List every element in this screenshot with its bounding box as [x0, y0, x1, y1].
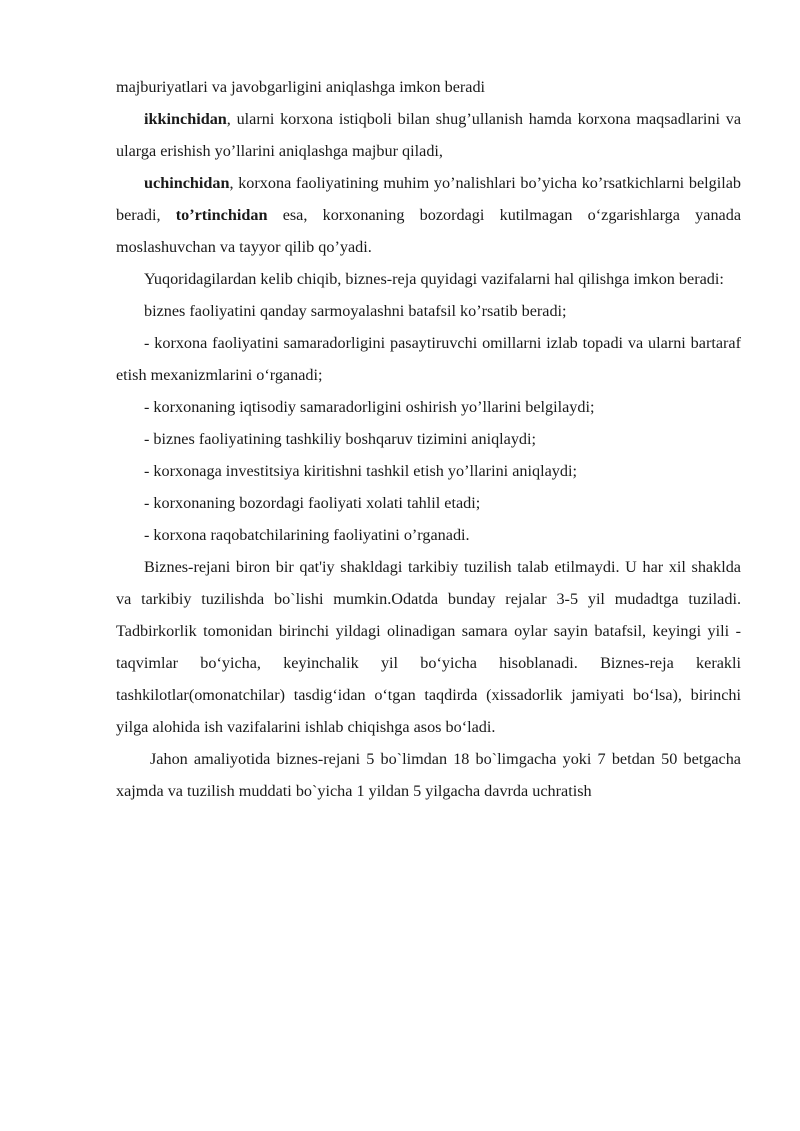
paragraph-business-plan-structure	[116, 551, 741, 743]
paragraph-intro-continuation	[116, 71, 741, 103]
paragraph-text: majburiyatlari va javobgarligini aniqlashga imkon beradi	[116, 78, 486, 96]
paragraph-text: , korxona faoliyatining muhim yo’nalishlari bo’yicha ko’rsatkichlarni belgilab beradi,	[116, 174, 741, 224]
list-item-financing	[116, 295, 741, 327]
paragraph-text: esa, korxonaning bozordagi kutilmagan o‘zgarishlarga yanada moslashuvchan va tayyor qilib qo’yadi.	[116, 206, 741, 256]
list-item-competitors	[116, 519, 741, 551]
list-item-investment	[116, 455, 741, 487]
bold-term-second: ikkinchidan	[144, 110, 227, 128]
list-item-text: - biznes faoliyatining tashkiliy boshqaruv tizimini aniqlaydi;	[144, 430, 537, 448]
paragraph-text: Yuqoridagilardan kelib chiqib, biznes-reja quyidagi vazifalarni hal qilishga imkon beradi:	[144, 270, 724, 288]
bold-term-third: uchinchidan	[144, 174, 230, 192]
document-body	[116, 71, 741, 807]
paragraph-text: , ularni korxona istiqboli bilan shug’ullanish hamda korxona maqsadlarini va ularga erishish yo’llarini aniqlashga majbur qiladi,	[116, 110, 741, 160]
list-item-text: biznes faoliyatini qanday sarmoyalashni batafsil ko’rsatib beradi;	[144, 302, 567, 320]
list-item-text: - korxonaning iqtisodiy samaradorligini oshirish yo’llarini belgilaydi;	[144, 398, 595, 416]
paragraph-world-practice	[116, 743, 741, 807]
list-item-text: - korxona faoliyatini samaradorligini pasaytiruvchi omillarni izlab topadi va ularni bartaraf etish mexanizmlarini o‘rganadi;	[116, 334, 741, 384]
paragraph-text: Jahon amaliyotida biznes-rejani 5 bo`limdan 18 bo`limgacha yoki 7 betdan 50 betgacha xajmda va tuzilish muddati bo`yicha 1 yildan 5 yilgacha davrda uchratish	[116, 750, 741, 800]
list-item-text: - korxona raqobatchilarining faoliyatini o’rganadi.	[144, 526, 470, 544]
bold-term-fourth: to’rtinchidan	[175, 206, 268, 224]
paragraph-text: Biznes-rejani biron bir qat'iy shakldagi tarkibiy tuzilish talab etilmaydi. U har xil shaklda va tarkibiy tuzilishda bo`lishi mumkin.Odatda bunday rejalar 3-5 yil mudadtga tuziladi. Tadbirkorlik tomonidan birinchi yildagi olinadigan samara oylar sayin batafsil, keyingi yili - taqvimlar bo‘yicha, keyinchalik yil bo‘yicha hisoblanadi. Biznes-reja kerakli tashkilotlar(omonatchilar) tasdig‘idan o‘tgan taqdirda (xissadorlik jamiyati bo‘lsa), birinchi yilga alohida ish vazifalarini ishlab chiqishga asos bo‘ladi.	[116, 558, 741, 736]
list-item-text: - korxonaga investitsiya kiritishni tashkil etish yo’llarini aniqlaydi;	[144, 462, 577, 480]
list-item-market-analysis	[116, 487, 741, 519]
paragraph-second-point	[116, 103, 741, 167]
paragraph-third-fourth-point	[116, 167, 741, 263]
list-item-economic-efficiency	[116, 391, 741, 423]
paragraph-tasks-intro	[116, 263, 741, 295]
list-item-management-system	[116, 423, 741, 455]
list-item-efficiency-factors	[116, 327, 741, 391]
list-item-text: - korxonaning bozordagi faoliyati xolati tahlil etadi;	[144, 494, 481, 512]
